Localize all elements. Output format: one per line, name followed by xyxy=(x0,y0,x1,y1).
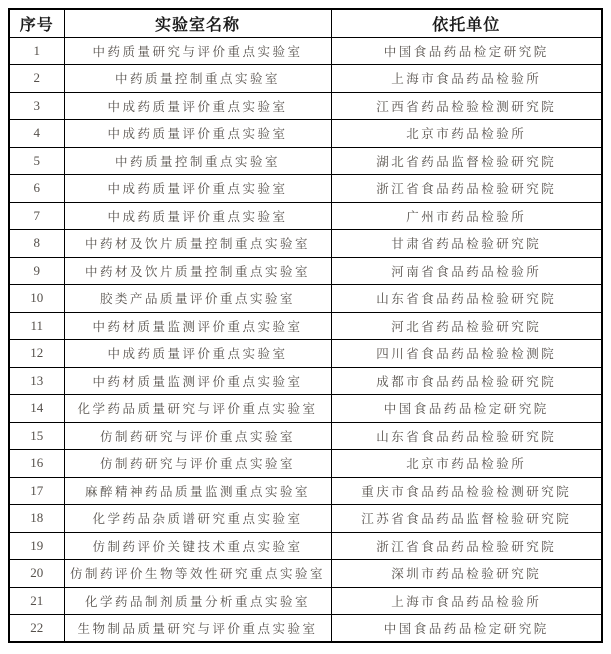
cell-lab-name: 化学药品质量研究与评价重点实验室 xyxy=(64,395,331,423)
cell-index: 1 xyxy=(9,37,64,65)
cell-organization: 上海市食品药品检验所 xyxy=(331,65,602,93)
table-row xyxy=(9,367,602,395)
cell-index: 10 xyxy=(9,285,64,313)
cell-organization: 广州市药品检验所 xyxy=(331,202,602,230)
cell-organization: 深圳市药品检验研究院 xyxy=(331,560,602,588)
cell-organization: 河北省药品检验研究院 xyxy=(331,312,602,340)
cell-index: 13 xyxy=(9,367,64,395)
table-row xyxy=(9,202,602,230)
table-row xyxy=(9,560,602,588)
table-row xyxy=(9,340,602,368)
cell-lab-name: 中成药质量评价重点实验室 xyxy=(64,120,331,148)
cell-index: 4 xyxy=(9,120,64,148)
cell-organization: 湖北省药品监督检验研究院 xyxy=(331,147,602,175)
table-row xyxy=(9,257,602,285)
table-row xyxy=(9,422,602,450)
table-row xyxy=(9,450,602,478)
cell-index: 6 xyxy=(9,175,64,203)
cell-organization: 浙江省食品药品检验研究院 xyxy=(331,532,602,560)
cell-index: 2 xyxy=(9,65,64,93)
cell-organization: 成都市食品药品检验研究院 xyxy=(331,367,602,395)
column-header-organization: 依托单位 xyxy=(331,9,602,37)
cell-lab-name: 中药材及饮片质量控制重点实验室 xyxy=(64,257,331,285)
cell-organization: 浙江省食品药品检验研究院 xyxy=(331,175,602,203)
cell-organization: 河南省食品药品检验所 xyxy=(331,257,602,285)
table-header-row xyxy=(9,9,602,37)
column-header-lab-name: 实验室名称 xyxy=(64,9,331,37)
table-row xyxy=(9,65,602,93)
cell-index: 8 xyxy=(9,230,64,258)
cell-index: 20 xyxy=(9,560,64,588)
cell-index: 22 xyxy=(9,615,64,643)
cell-lab-name: 仿制药评价生物等效性研究重点实验室 xyxy=(64,560,331,588)
cell-lab-name: 仿制药评价关键技术重点实验室 xyxy=(64,532,331,560)
cell-lab-name: 中药质量控制重点实验室 xyxy=(64,65,331,93)
cell-lab-name: 仿制药研究与评价重点实验室 xyxy=(64,422,331,450)
table-row xyxy=(9,312,602,340)
cell-index: 5 xyxy=(9,147,64,175)
table-row xyxy=(9,285,602,313)
table-row xyxy=(9,505,602,533)
cell-organization: 甘肃省药品检验研究院 xyxy=(331,230,602,258)
table-row xyxy=(9,175,602,203)
cell-index: 9 xyxy=(9,257,64,285)
table-row xyxy=(9,37,602,65)
cell-index: 14 xyxy=(9,395,64,423)
cell-organization: 山东省食品药品检验研究院 xyxy=(331,422,602,450)
cell-lab-name: 中药材质量监测评价重点实验室 xyxy=(64,312,331,340)
cell-organization: 重庆市食品药品检验检测研究院 xyxy=(331,477,602,505)
cell-index: 12 xyxy=(9,340,64,368)
table-row xyxy=(9,532,602,560)
cell-index: 17 xyxy=(9,477,64,505)
cell-lab-name: 中成药质量评价重点实验室 xyxy=(64,202,331,230)
cell-organization: 上海市食品药品检验所 xyxy=(331,587,602,615)
cell-lab-name: 胶类产品质量评价重点实验室 xyxy=(64,285,331,313)
cell-lab-name: 中药材质量监测评价重点实验室 xyxy=(64,367,331,395)
cell-lab-name: 中成药质量评价重点实验室 xyxy=(64,340,331,368)
cell-organization: 江西省药品检验检测研究院 xyxy=(331,92,602,120)
cell-lab-name: 中药材及饮片质量控制重点实验室 xyxy=(64,230,331,258)
cell-index: 18 xyxy=(9,505,64,533)
cell-lab-name: 中成药质量评价重点实验室 xyxy=(64,92,331,120)
cell-lab-name: 仿制药研究与评价重点实验室 xyxy=(64,450,331,478)
table-row xyxy=(9,92,602,120)
cell-organization: 四川省食品药品检验检测院 xyxy=(331,340,602,368)
cell-index: 16 xyxy=(9,450,64,478)
cell-index: 3 xyxy=(9,92,64,120)
column-header-index: 序号 xyxy=(9,9,64,37)
table-row xyxy=(9,120,602,148)
cell-lab-name: 生物制品质量研究与评价重点实验室 xyxy=(64,615,331,643)
cell-organization: 中国食品药品检定研究院 xyxy=(331,395,602,423)
cell-index: 7 xyxy=(9,202,64,230)
cell-lab-name: 中药质量控制重点实验室 xyxy=(64,147,331,175)
cell-index: 11 xyxy=(9,312,64,340)
table-row xyxy=(9,395,602,423)
cell-lab-name: 麻醉精神药品质量监测重点实验室 xyxy=(64,477,331,505)
table-row xyxy=(9,230,602,258)
cell-organization: 中国食品药品检定研究院 xyxy=(331,615,602,643)
table-body xyxy=(9,37,602,642)
cell-lab-name: 中成药质量评价重点实验室 xyxy=(64,175,331,203)
cell-index: 21 xyxy=(9,587,64,615)
table-row xyxy=(9,147,602,175)
cell-index: 19 xyxy=(9,532,64,560)
cell-organization: 江苏省食品药品监督检验研究院 xyxy=(331,505,602,533)
cell-organization: 北京市药品检验所 xyxy=(331,120,602,148)
cell-lab-name: 化学药品杂质谱研究重点实验室 xyxy=(64,505,331,533)
cell-lab-name: 中药质量研究与评价重点实验室 xyxy=(64,37,331,65)
cell-organization: 中国食品药品检定研究院 xyxy=(331,37,602,65)
laboratories-table xyxy=(8,8,603,643)
table-row xyxy=(9,477,602,505)
cell-organization: 山东省食品药品检验研究院 xyxy=(331,285,602,313)
table-row xyxy=(9,615,602,643)
cell-index: 15 xyxy=(9,422,64,450)
cell-organization: 北京市药品检验所 xyxy=(331,450,602,478)
cell-lab-name: 化学药品制剂质量分析重点实验室 xyxy=(64,587,331,615)
table-row xyxy=(9,587,602,615)
